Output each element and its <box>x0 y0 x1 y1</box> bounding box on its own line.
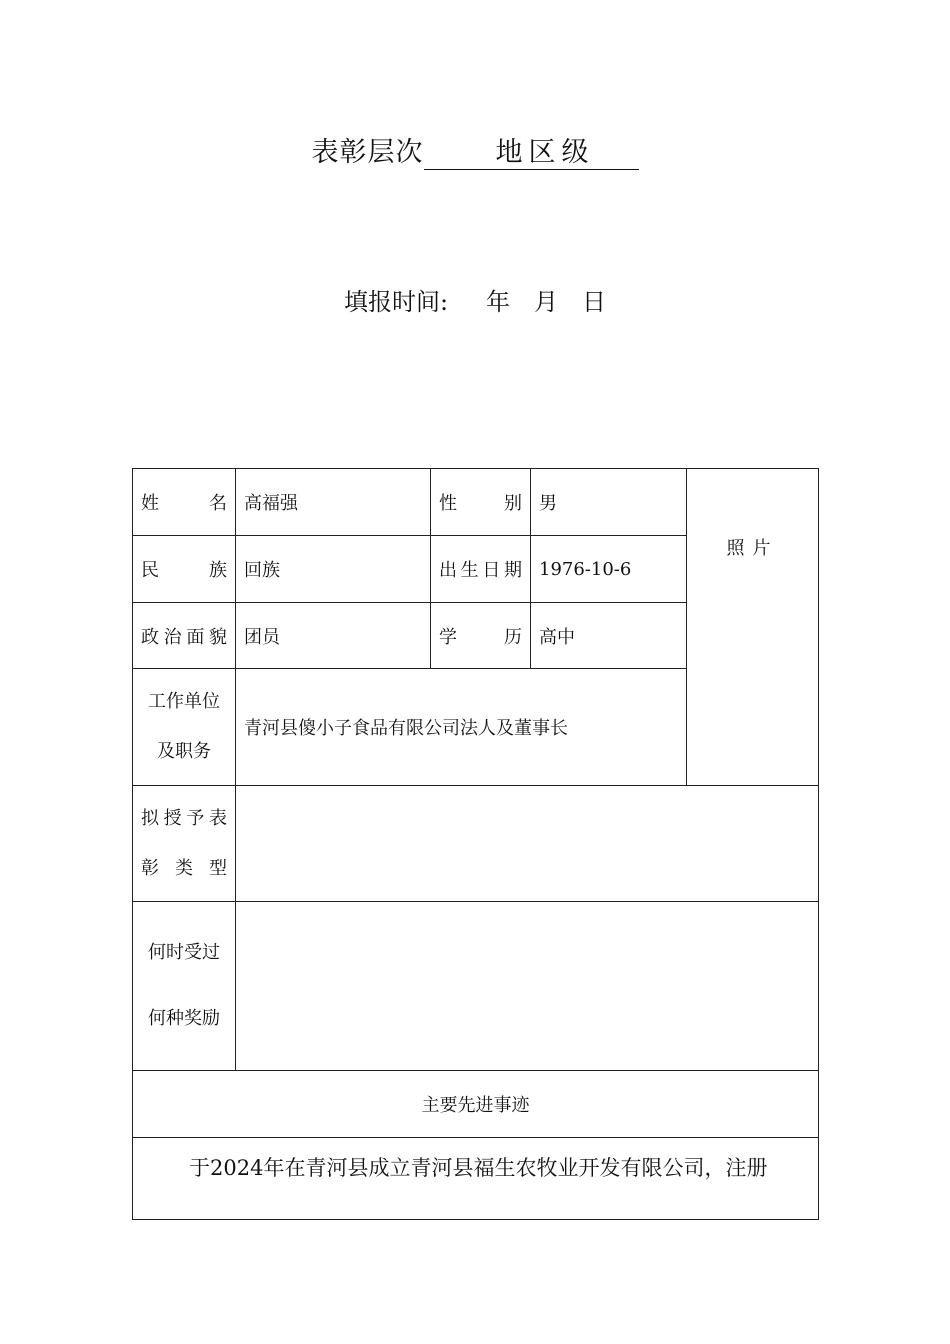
table-row <box>133 1071 819 1138</box>
award-type-label: 拟 授 予 表 彰 类 型 <box>133 786 236 902</box>
gender-value[interactable]: 男 <box>531 469 687 536</box>
work-unit-value[interactable]: 青河县傻小子食品有限公司法人及董事长 <box>236 669 687 786</box>
political-status-value[interactable]: 团员 <box>236 603 431 669</box>
gender-label: 性 别 <box>431 469 531 536</box>
name-label: 姓 名 <box>133 469 236 536</box>
past-awards-value[interactable] <box>236 902 819 1071</box>
past-awards-label: 何时受过 何种奖励 <box>133 902 236 1071</box>
nomination-form-table <box>132 468 819 1220</box>
table-row <box>133 902 819 1071</box>
day-label: 日 <box>582 288 607 316</box>
year-label: 年 <box>486 288 511 316</box>
table-row <box>133 469 819 536</box>
main-deeds-title: 主要先进事迹 <box>133 1071 819 1138</box>
fill-date-label: 填报时间: <box>343 288 449 316</box>
birth-date-label: 出 生 日 期 <box>431 536 531 603</box>
work-unit-label: 工作单位 及职务 <box>133 669 236 786</box>
award-level-value[interactable]: 地区级 <box>424 130 639 170</box>
ethnicity-value[interactable]: 回族 <box>236 536 431 603</box>
birth-date-value[interactable]: 1976-10-6 <box>531 536 687 603</box>
award-level-label: 表彰层次 <box>311 137 424 168</box>
table-row <box>133 1138 819 1220</box>
ethnicity-label: 民 族 <box>133 536 236 603</box>
name-value[interactable]: 高福强 <box>236 469 431 536</box>
table-row <box>133 786 819 902</box>
award-level-heading <box>0 130 950 170</box>
political-status-label: 政 治 面 貌 <box>133 603 236 669</box>
photo-placeholder[interactable]: 照片 <box>687 469 819 786</box>
main-deeds-text[interactable]: 于2024年在青河县成立青河县福生农牧业开发有限公司，注册 <box>133 1138 819 1220</box>
month-label: 月 <box>534 288 559 316</box>
education-value[interactable]: 高中 <box>531 603 687 669</box>
education-label: 学 历 <box>431 603 531 669</box>
fill-date-line <box>0 282 950 317</box>
award-type-value[interactable] <box>236 786 819 902</box>
